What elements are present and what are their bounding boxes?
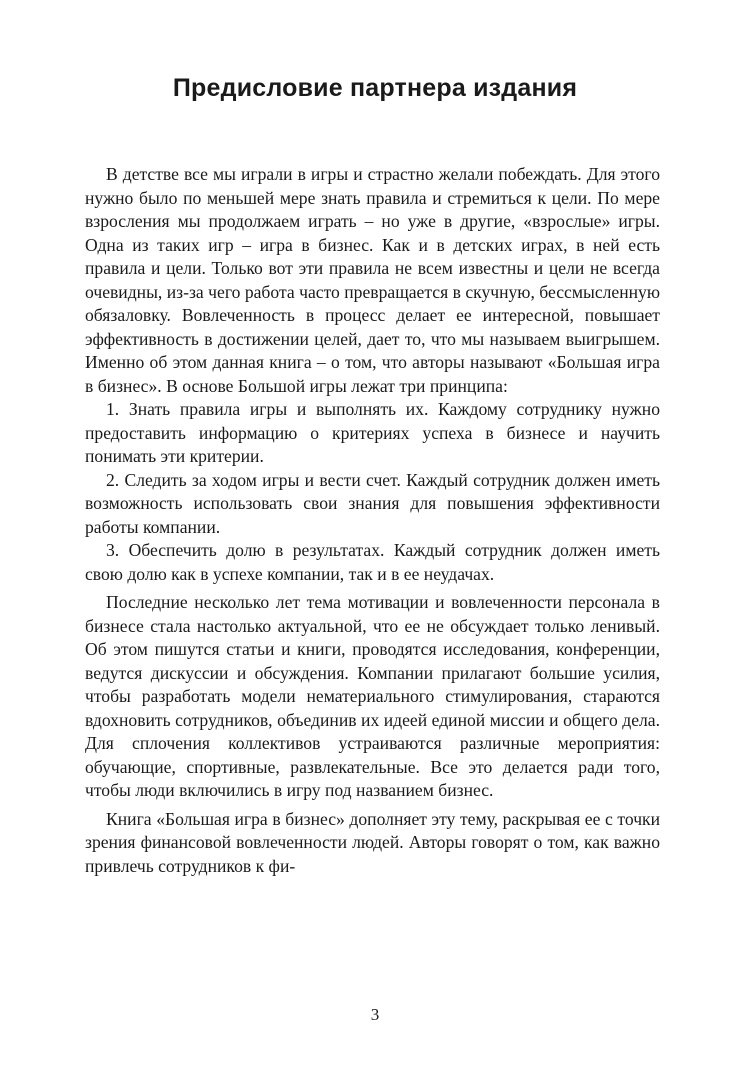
paragraph-intro: В детстве все мы играли в игры и страстно желали побеждать. Для этого нужно было по меньшей мере знать правила и стремиться к цели. По мере взросления мы продолжаем играть – но уже в другие, «взрослые» игры. Одна из таких игр – игра в бизнес. Как и в детских играх, в ней есть правила и цели. Только вот эти правила не всем известны и цели не всегда очевидны, из-за чего работа часто превращается в скучную, бессмысленную обязаловку. Вовлеченность в процесс делает ее интересной, повышает эффективность в достижении целей, дает то, что мы называем выигрышем. Именно об этом данная книга – о том, что авторы называют «Большая игра в бизнес». В основе Большой игры лежат три принципа: xyxy=(85,164,660,396)
page-title: Предисловие партнера издания xyxy=(172,74,578,102)
paragraph-principle-1: 1. Знать правила игры и выполнять их. Каждому сотруднику нужно предоставить информацию о критериях успеха в бизнесе и научить понимать эти критерии. xyxy=(85,399,660,466)
page-number: 3 xyxy=(370,1005,380,1024)
body-text xyxy=(85,163,660,878)
paragraph-book: Книга «Большая игра в бизнес» дополняет эту тему, раскрывая ее с точки зрения финансовой вовлеченности людей. Авторы говорят о том, как важно привлечь сотрудников к фи- xyxy=(85,808,660,876)
paragraph-principle-2: 2. Следить за ходом игры и вести счет. Каждый сотрудник должен иметь возможность использовать свои знания для повышения эффективности работы компании. xyxy=(85,469,660,537)
paragraph-motivation: Последние несколько лет тема мотивации и вовлеченности персонала в бизнесе стала настолько актуальной, что ее не обсуждает только ленивый. Об этом пишутся статьи и книги, проводятся исследования, конференции, ведутся дискуссии и обсуждения. Компании прилагают большие усилия, чтобы разработать модели нематериального стимулирования, стараются вдохновить сотрудников, объединив их идеей единой миссии и общего дела. Для сплочения коллективов устраиваются различные мероприятия: обучающие, спортивные, развлекательные. Все это делается ради того, чтобы люди включились в игру под названием бизнес. xyxy=(85,592,660,800)
paragraph-principle-3: 3. Обеспечить долю в результатах. Каждый сотрудник должен иметь свою долю как в успехе компании, так и в ее неудачах. xyxy=(85,540,660,584)
